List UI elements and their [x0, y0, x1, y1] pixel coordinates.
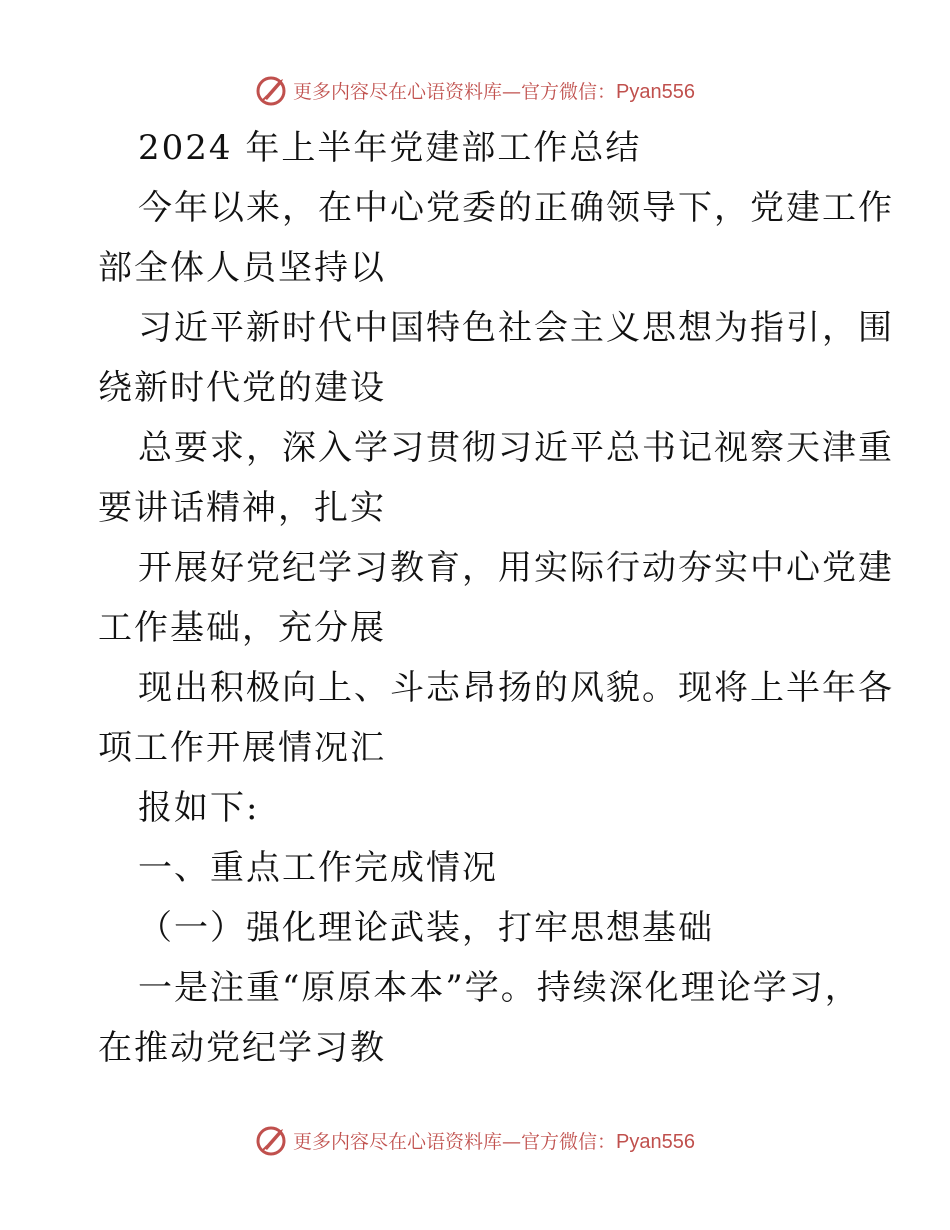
header-watermark [0, 70, 950, 110]
watermark-text: 更多内容尽在心语资料库—官方微信：Pyan556 [293, 1130, 695, 1153]
paragraph-line: 在推动党纪学习教 [98, 1028, 386, 1068]
paragraph-line: 项工作开展情况汇 [98, 728, 386, 768]
paragraph-line: 绕新时代党的建设 [98, 368, 386, 408]
feather-pen-logo-icon [255, 1123, 289, 1157]
paragraph-line: 今年以来，在中心党委的正确领导下，党建工作 [138, 188, 894, 228]
document-body [98, 118, 894, 1078]
feather-pen-logo-icon [255, 73, 289, 107]
paragraph-line: 一是注重“原原本本”学。持续深化理论学习， [138, 968, 861, 1008]
paragraph-line: 开展好党纪学习教育，用实际行动夯实中心党建 [138, 548, 894, 588]
paragraph-line: 报如下: [138, 788, 260, 828]
section-heading: 一、重点工作完成情况 [138, 848, 498, 888]
paragraph-line: 现出积极向上、斗志昂扬的风貌。现将上半年各 [138, 668, 894, 708]
paragraph-line: 工作基础，充分展 [98, 608, 386, 648]
paragraph-line: 要讲话精神，扎实 [98, 488, 386, 528]
footer-watermark [0, 1120, 950, 1160]
watermark-text: 更多内容尽在心语资料库—官方微信：Pyan556 [293, 80, 695, 103]
paragraph-line: 部全体人员坚持以 [98, 248, 386, 288]
document-title: 2024 年上半年党建部工作总结 [138, 128, 642, 168]
paragraph-line: 总要求，深入学习贯彻习近平总书记视察天津重 [138, 428, 894, 468]
subsection-heading: （一）强化理论武装，打牢思想基础 [138, 908, 714, 948]
paragraph-line: 习近平新时代中国特色社会主义思想为指引，围 [138, 308, 894, 348]
